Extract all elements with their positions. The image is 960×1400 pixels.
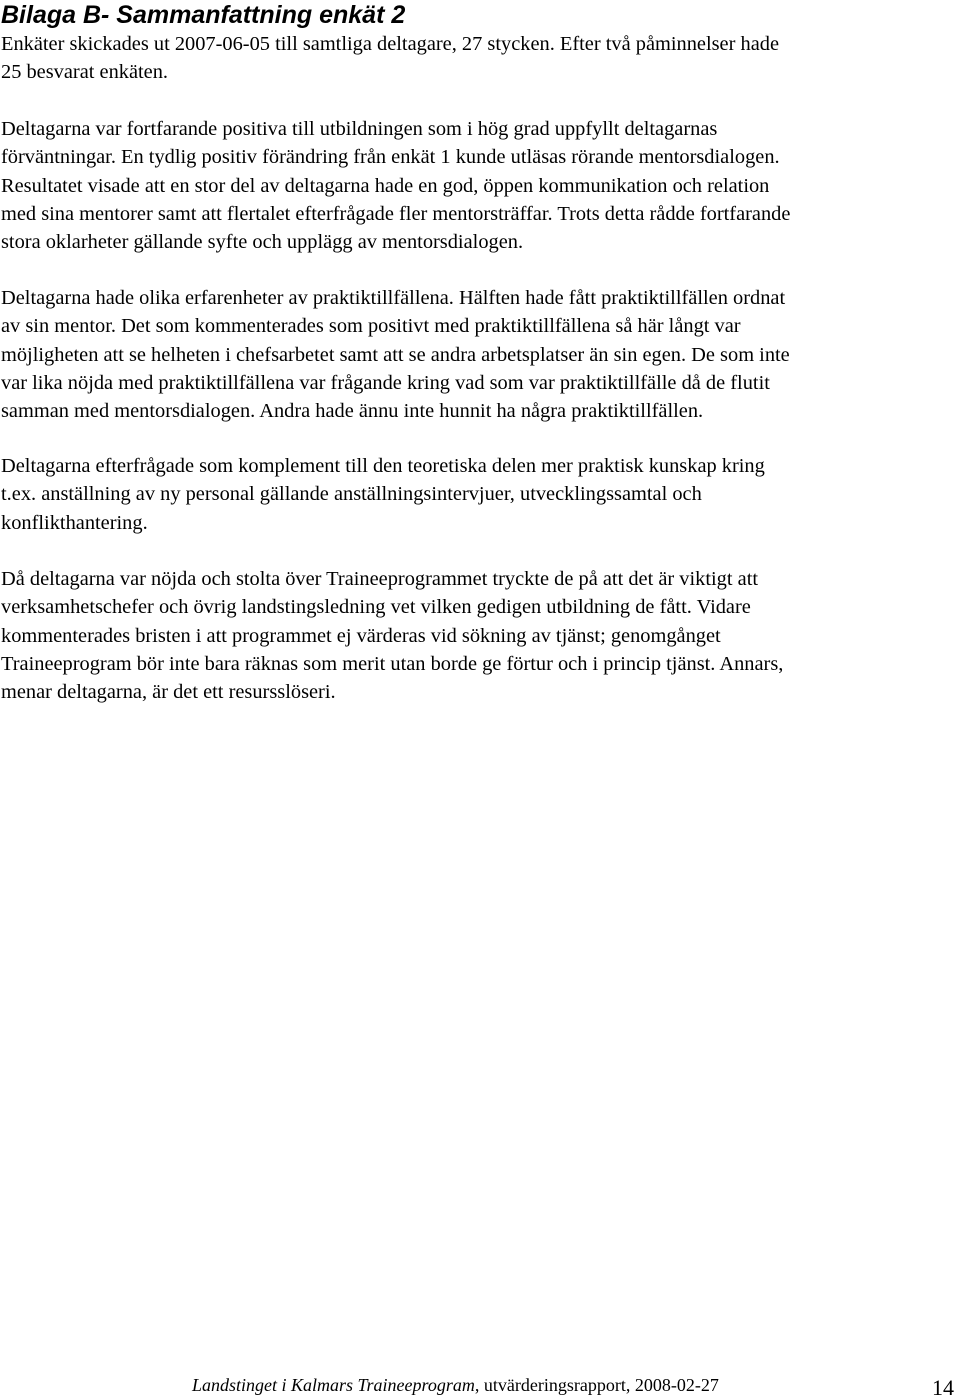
text-line: Deltagarna hade olika erfarenheter av praktiktillfällena. Hälften hade fått praktiktillfällen ordnat [1, 287, 786, 309]
paragraph-programme-value [1, 565, 946, 706]
text-line: förväntningar. En tydlig positiv förändring från enkät 1 kunde utläsas rörande mentorsdialogen. [1, 146, 780, 169]
text-line: Deltagarna efterfrågade som komplement till den teoretiska delen mer praktisk kunskap kring [1, 455, 765, 477]
text-line: av sin mentor. Det som kommenterades som positivt med praktiktillfällena så här långt var [1, 315, 741, 338]
text-line: verksamhetschefer och övrig landstingsledning vet vilken gedigen utbildning de fått. Vidare [1, 596, 751, 619]
text-line: konflikthantering. [1, 511, 148, 534]
text-line: menar deltagarna, är det ett resursslöseri. [1, 681, 336, 704]
text-line: Då deltagarna var nöjda och stolta över Traineeprogrammet tryckte de på att det är viktigt att [1, 568, 759, 590]
text-line: samman med mentorsdialogen. Andra hade ännu inte hunnit ha några praktiktillfällen. [1, 400, 704, 423]
text-line: t.ex. anställning av ny personal gällande anställningsintervjuer, utvecklingssamtal och [1, 483, 702, 506]
paragraph-survey-intro [1, 30, 946, 87]
page-heading: Bilaga B- Sammanfattning enkät 2 [1, 1, 406, 29]
text-line: Traineeprogram bör inte bara räknas som merit utan borde ge förtur och i princip tjänst. Annars, [1, 652, 784, 675]
text-line: möjligheten att se helheten i chefsarbetet samt att se andra arbetsplatser än sin egen. De som inte [1, 343, 790, 366]
text-line: Resultatet visade att en stor del av deltagarna hade en god, öppen kommunikation och relation [1, 174, 770, 197]
paragraph-complement [1, 452, 946, 537]
text-line: med sina mentorer samt att flertalet efterfrågade fler mentorsträffar. Trots detta rådde fortfarande [1, 202, 791, 225]
footer-organization: Landstinget i Kalmars Traineeprogram [192, 1375, 475, 1395]
text-line: stora oklarheter gällande syfte och upplägg av mentorsdialogen. [1, 231, 524, 254]
paragraph-practice [1, 284, 946, 425]
page-footer [192, 1374, 719, 1396]
text-line: Enkäter skickades ut 2007-06-05 till samtliga deltagare, 27 stycken. Efter två påminnelser hade [1, 33, 779, 55]
text-line: kommenterades bristen i att programmet ej värderas vid sökning av tjänst; genomgånget [1, 624, 721, 647]
footer-report-info: , utvärderingsrapport, 2008-02-27 [474, 1375, 719, 1395]
page-number: 14 [932, 1375, 954, 1400]
text-line: 25 besvarat enkäten. [1, 61, 169, 84]
text-line: Deltagarna var fortfarande positiva till utbildningen som i hög grad uppfyllt deltagarnas [1, 118, 718, 140]
text-line: var lika nöjda med praktiktillfällena var frågande kring vad som var praktiktillfälle då de flutit [1, 371, 770, 394]
paragraph-mentor-dialogue [1, 115, 946, 256]
